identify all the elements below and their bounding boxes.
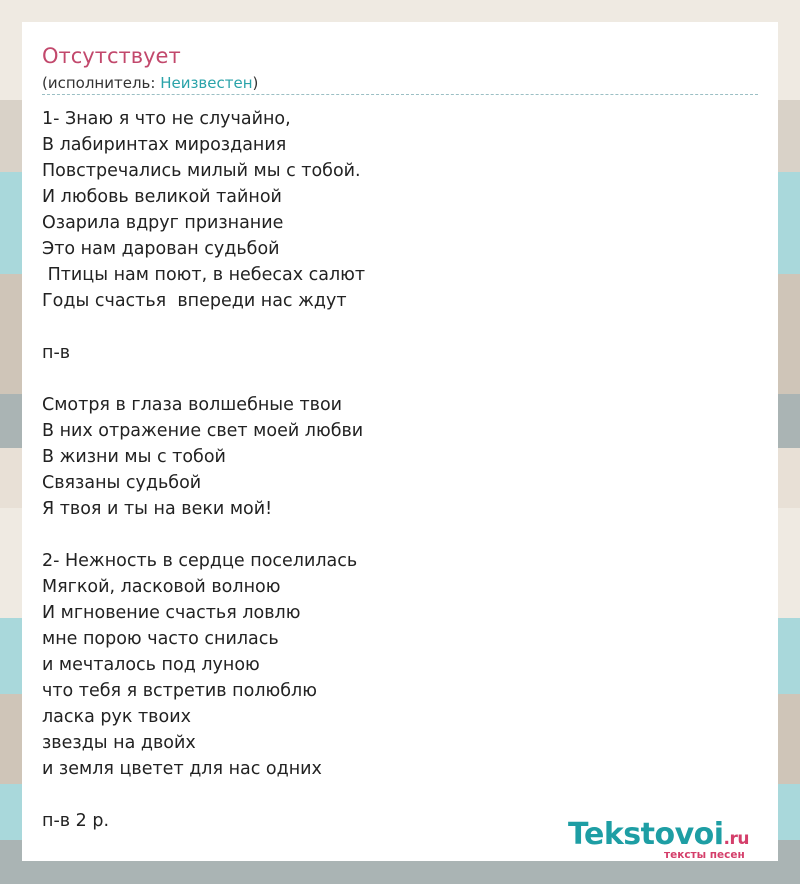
artist-line bbox=[42, 74, 258, 92]
lyrics-line: звезды на двойх bbox=[42, 733, 196, 753]
logo-wordmark bbox=[568, 817, 749, 852]
lyrics-line: п-в bbox=[42, 343, 71, 363]
lyrics-line: Птицы нам поют, в небесах салют bbox=[42, 265, 366, 285]
lyrics-blank-line bbox=[42, 366, 742, 392]
title-divider bbox=[42, 94, 758, 95]
lyrics-line: мне порою часто снилась bbox=[42, 629, 279, 649]
lyrics-text bbox=[42, 106, 742, 834]
artist-link[interactable]: Неизвестен bbox=[160, 74, 253, 92]
lyrics-line: Мягкой, ласковой волною bbox=[42, 577, 281, 597]
lyrics-line: и земля цветет для нас одних bbox=[42, 759, 322, 779]
lyrics-line: Это нам дарован судьбой bbox=[42, 239, 280, 259]
song-title: Отсутствует bbox=[42, 44, 181, 68]
lyrics-line: что тебя я встретив полюблю bbox=[42, 681, 317, 701]
artist-suffix: ) bbox=[252, 74, 259, 92]
logo-name: Tekstovoi bbox=[568, 817, 724, 852]
logo-domain: .ru bbox=[723, 829, 749, 849]
lyrics-line: И мгновение счастья ловлю bbox=[42, 603, 301, 623]
lyrics-line: п-в 2 р. bbox=[42, 811, 110, 831]
lyrics-line: Смотря в глаза волшебные твои bbox=[42, 395, 343, 415]
lyrics-line: Годы счастья впереди нас ждут bbox=[42, 291, 347, 311]
lyrics-line: Повстречались милый мы с тобой. bbox=[42, 161, 361, 181]
lyrics-line: В них отражение свет моей любви bbox=[42, 421, 364, 441]
lyrics-line: 2- Нежность в сердце поселилась bbox=[42, 551, 358, 571]
artist-prefix: (исполнитель: bbox=[42, 74, 161, 92]
lyrics-line: Озарила вдруг признание bbox=[42, 213, 284, 233]
lyrics-line: Связаны судьбой bbox=[42, 473, 202, 493]
lyrics-card bbox=[22, 22, 778, 861]
site-logo[interactable] bbox=[568, 817, 778, 861]
lyrics-line: ласка рук твоих bbox=[42, 707, 191, 727]
lyrics-line: И любовь великой тайной bbox=[42, 187, 282, 207]
lyrics-blank-line bbox=[42, 314, 742, 340]
lyrics-line: Я твоя и ты на веки мой! bbox=[42, 499, 273, 519]
logo-tagline: тексты песен bbox=[664, 849, 745, 861]
lyrics-line: В лабиринтах мироздания bbox=[42, 135, 287, 155]
lyrics-line: В жизни мы с тобой bbox=[42, 447, 226, 467]
lyrics-line: 1- Знаю я что не случайно, bbox=[42, 109, 291, 129]
lyrics-blank-line bbox=[42, 782, 742, 808]
lyrics-blank-line bbox=[42, 522, 742, 548]
lyrics-line: и мечталось под луною bbox=[42, 655, 260, 675]
